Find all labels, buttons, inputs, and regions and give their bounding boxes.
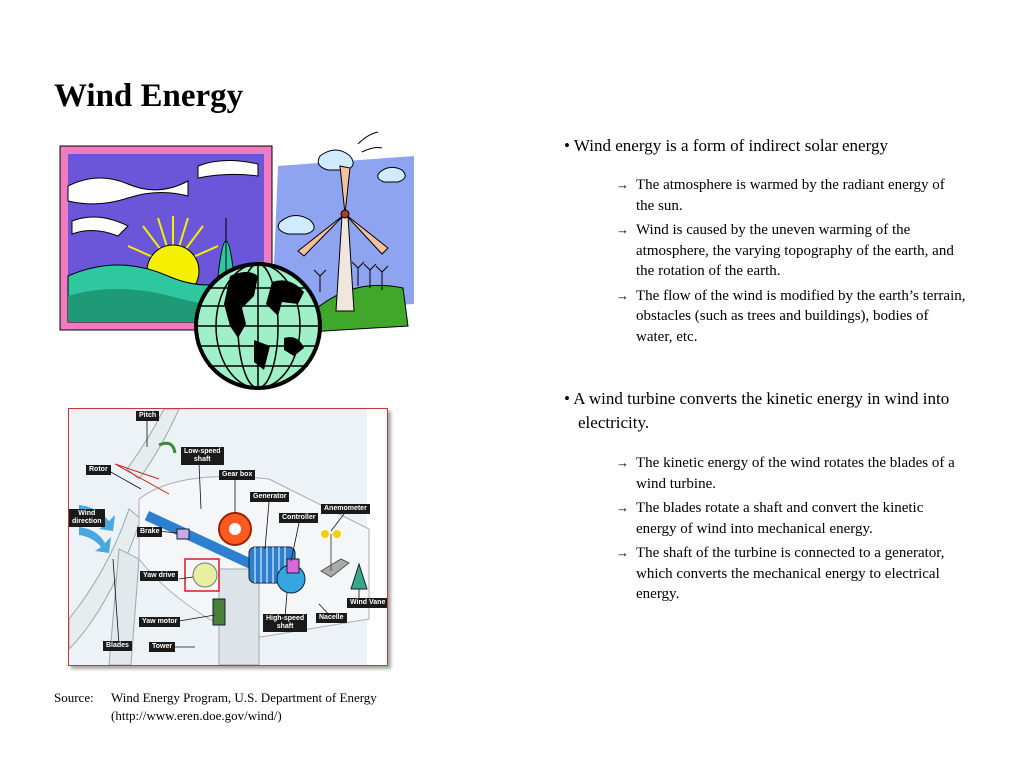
source-label: Source: [54,690,94,705]
arrow-icon: → [616,222,629,237]
label-low-speed-shaft [181,447,224,465]
sub-list-1 [564,175,964,347]
label-tower: Tower [149,642,175,652]
sub-item-text: The blades rotate a shaft and convert the kinetic energy of wind into mechanical energy. [636,500,924,537]
bullet-glyph: • [564,389,570,408]
sub-item-text: The kinetic energy of the wind rotates the blades of a wind turbine. [636,455,955,492]
label-high-speed-shaft-line2: shaft [276,623,294,630]
sub-item [564,498,966,539]
sub-item-text: Wind is caused by the uneven warming of the atmosphere, the varying topography of the earth, and the rotation of the earth. [636,222,954,279]
label-rotor: Rotor [86,465,111,475]
sub-item [564,543,966,605]
sub-item [564,286,966,348]
sub-item-text: The flow of the wind is modified by the earth’s terrain, obstacles (such as trees and buildings), bodies of water, etc. [636,287,966,345]
arrow-icon: → [616,177,629,192]
wind-solar-clipart [58,126,418,392]
bullet-main-2 [564,387,964,435]
bullet-main-1-text: Wind energy is a form of indirect solar energy [573,136,888,155]
sub-item [564,175,966,216]
label-nacelle: Nacelle [316,613,347,623]
label-anemometer: Anemometer [321,504,370,514]
label-pitch: Pitch [136,411,159,421]
bullet-content [564,134,964,609]
label-wind-vane: Wind Vane [347,598,388,608]
source-line-2: (http://www.eren.doe.gov/wind/) [111,708,282,723]
label-wind-direction-line1: Wind [78,510,96,517]
label-gear-box: Gear box [219,470,255,480]
arrow-icon: → [616,287,629,303]
bullet-group-1 [564,134,964,347]
label-low-speed-shaft-line1: Low-speed [184,448,221,455]
bullet-glyph: • [564,136,570,155]
sub-item [564,220,966,282]
turbine-cutaway-illustration [69,409,387,665]
bullet-group-2 [564,387,964,605]
arrow-icon: → [616,455,629,470]
source-text [111,689,377,725]
label-yaw-motor: Yaw motor [139,617,180,627]
label-wind-direction-line2: direction [72,518,102,525]
wind-turbine-diagram [68,408,388,666]
label-controller: Controller [279,513,318,523]
globe-picture [196,264,320,388]
label-wind-direction [69,509,105,527]
sub-item-text: The shaft of the turbine is connected to a generator, which converts the mechanical energy to electrical energy. [636,545,945,602]
arrow-icon: → [616,500,629,515]
label-blades: Blades [103,641,132,651]
bullet-main-1 [564,134,964,158]
label-brake: Brake [137,527,162,537]
bullet-main-2-text: A wind turbine converts the kinetic energy in wind into electricity. [573,389,950,432]
sub-list-2 [564,453,964,605]
sub-item-text: The atmosphere is warmed by the radiant energy of the sun. [636,177,945,214]
label-high-speed-shaft-line1: High-speed [266,615,305,622]
label-high-speed-shaft [263,614,307,632]
sub-item [564,453,966,494]
slide-title: Wind Energy [54,78,244,114]
label-generator: Generator [250,492,289,502]
source-line-1: Wind Energy Program, U.S. Department of Energy [111,690,377,705]
arrow-icon: → [616,545,629,560]
label-yaw-drive: Yaw drive [140,571,178,581]
label-low-speed-shaft-line2: shaft [193,456,211,463]
